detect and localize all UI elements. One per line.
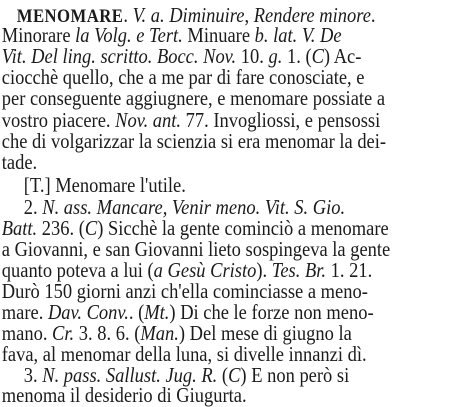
entry-line-16: mano. Cr. 3. 8. 6. (Man.) Del mese di giugno la [1, 321, 352, 345]
entry-line-14: Durò 150 giorni anzi ch'ella cominciasse a meno- [1, 279, 368, 303]
sense-number: 2 [23, 195, 33, 219]
entry-line-15: mare. Dav. Conv.. (Mt.) Di che le forze non meno- [1, 300, 374, 324]
entry-line-2: Minorare la Volg. e Tert. Minuare b. lat. V. De [1, 23, 342, 47]
entry-line-13: quanto poteva a lui (a Gesù Cristo). Tes. Br. 1. 21. [1, 258, 373, 282]
entry-line-17: fava, al menomar della luna, si divelle innanzi dì. [1, 342, 367, 366]
entry-line-9: [T.] Menomare l'utile. [23, 173, 186, 197]
definition: Diminuire [169, 3, 245, 27]
entry-line-1: MENOMARE. V. a. Diminuire, Rendere minore. [16, 3, 376, 27]
grammar-label: V. a. [132, 3, 165, 27]
headword: MENOMARE [16, 6, 124, 27]
sense-number: 3 [23, 363, 33, 387]
entry-line-11: Batt. 236. (C) Sicchè la gente cominciò a menomare [1, 216, 389, 240]
entry-line-8: tade. [1, 150, 38, 174]
entry-line-18: 3. N. pass. Sallust. Jug. R. (C) E non però si [23, 363, 350, 387]
definition: Rendere minore [253, 3, 371, 27]
entry-line-6: vostro piacere. Nov. ant. 77. Invogliossi, e pensossi [1, 108, 381, 132]
citation: Tes. Br. [271, 258, 327, 282]
citation: Cr. [52, 321, 75, 345]
entry-line-4: ciocchè quello, che a me par di fare conosciate, e [1, 65, 365, 89]
entry-line-3: Vit. Del ling. scritto. Bocc. Nov. 10. g. 1. (C) Ac- [1, 44, 362, 68]
entry-line-12: a Giovanni, e san Giovanni lieto sospingeva la gente [1, 237, 391, 261]
entry-line-19: menoma il desiderio di Giugurta. [1, 383, 247, 407]
citation: Nov. ant. [115, 108, 182, 132]
entry-line-5: per conseguente aggiugnere, e menomare possiate a [1, 86, 386, 110]
citation: Batt. [1, 216, 38, 240]
entry-line-10: 2. N. ass. Mancare, Venir meno. Vit. S. Gio. [23, 195, 346, 219]
entry-line-7: che di volgarizzar la scienzia si era menomar la dei- [1, 129, 387, 153]
citation: Dav. Conv. [47, 300, 129, 324]
citation: Vit. Del ling. scritto. Bocc. Nov. [1, 44, 237, 68]
